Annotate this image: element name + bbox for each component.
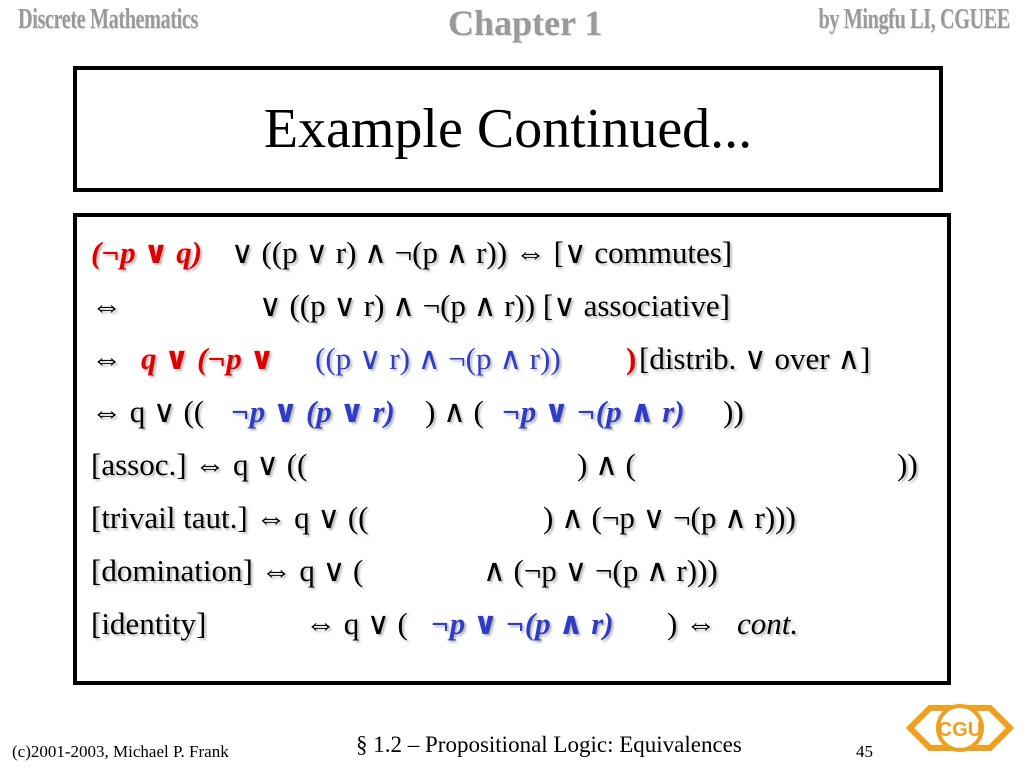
- expr-segment: ): [626, 341, 637, 376]
- page-number: 45: [856, 742, 873, 761]
- expr-segment: )): [723, 394, 744, 429]
- expr-segment: ¬p ∨ ¬(p ∧ r): [431, 606, 614, 641]
- expr-segment: ⇔ q ∨ ((: [91, 394, 205, 429]
- expr-segment: [trivail taut.] ⇔ q ∨ ((: [91, 500, 369, 535]
- expr-segment: )): [897, 447, 918, 482]
- title-box: [73, 66, 943, 192]
- expr-segment: [identity]: [91, 606, 207, 641]
- header-chapter: Chapter 1: [448, 3, 603, 43]
- expr-segment: ⇔: [91, 288, 122, 323]
- expr-segment: q ∨ (¬p ∨: [141, 341, 275, 376]
- expr-segment: cont.: [737, 606, 799, 641]
- expr-segment: ⇔: [91, 341, 122, 376]
- expr-segment: ∨ ((p ∨ r) ∧ ¬(p ∧ r)) ⇔ [∨ commutes]: [231, 235, 733, 270]
- content-box: [73, 213, 951, 685]
- logo-text: CGU: [937, 719, 983, 741]
- header-course-title: Discrete Mathematics: [18, 4, 198, 35]
- expr-segment: [distrib. ∨ over ∧]: [639, 341, 871, 376]
- footer-copyright: (c)2001-2003, Michael P. Frank: [12, 742, 229, 761]
- expr-segment: [domination] ⇔ q ∨ (: [91, 553, 364, 588]
- expr-segment: ) ∧ (: [425, 394, 484, 429]
- header-author: by Mingfu LI, CGUEE: [818, 4, 1010, 35]
- footer-section-title: § 1.2 – Propositional Logic: Equivalences: [356, 732, 742, 757]
- expr-segment: ) ⇔: [667, 606, 717, 641]
- expr-segment: ¬p ∨ ¬(p ∧ r): [502, 394, 685, 429]
- expr-segment: ) ∧ (¬p ∨ ¬(p ∧ r))): [543, 500, 796, 535]
- expr-segment: ) ∧ (: [577, 447, 636, 482]
- cgu-university-logo-icon: [900, 688, 1020, 768]
- expr-segment: ¬p ∨ (p ∨ r): [231, 394, 395, 429]
- expr-segment: ((p ∨ r) ∧ ¬(p ∧ r)): [315, 341, 561, 376]
- expr-segment: ∧ (¬p ∨ ¬(p ∧ r))): [483, 553, 718, 588]
- slide-title: Example Continued...: [263, 98, 753, 160]
- expr-segment: ⇔ q ∨ (: [305, 606, 408, 641]
- expr-segment: [assoc.] ⇔ q ∨ ((: [91, 447, 308, 482]
- expr-segment: (¬p ∨ q): [91, 235, 203, 270]
- expr-segment: ∨ ((p ∨ r) ∧ ¬(p ∧ r)) [∨ associative]: [259, 288, 730, 323]
